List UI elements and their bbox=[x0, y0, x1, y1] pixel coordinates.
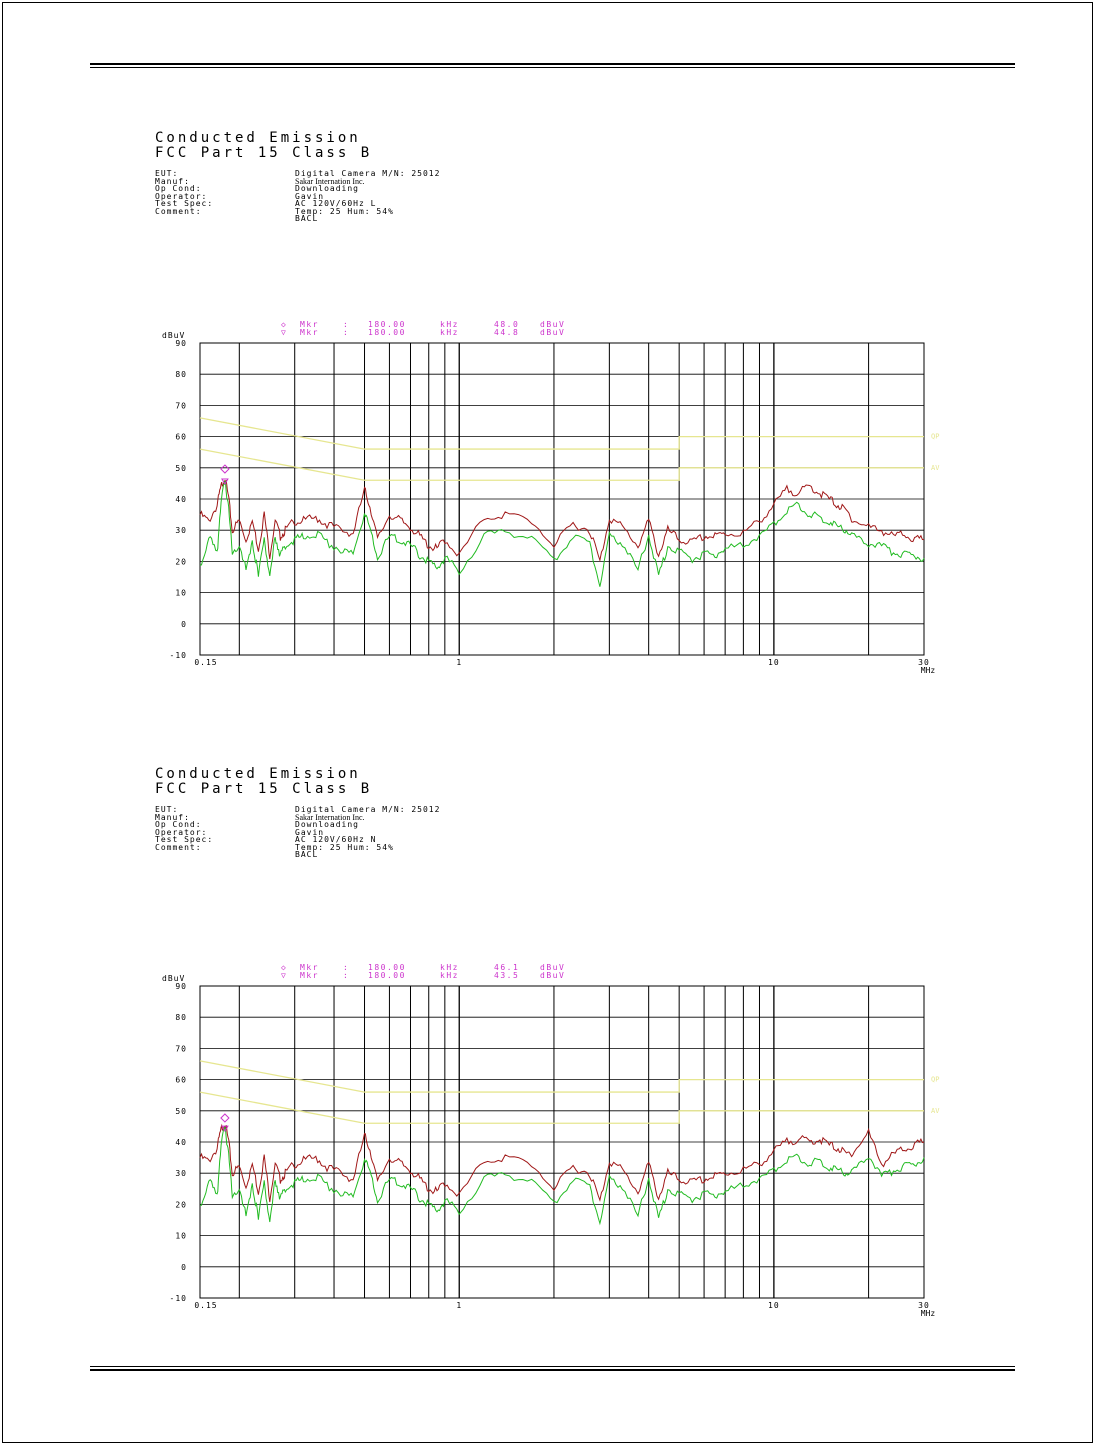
x-tick-label: 30 bbox=[918, 658, 930, 667]
y-axis-label: dBuV bbox=[162, 331, 186, 340]
marker-level: 44.8 bbox=[494, 328, 520, 337]
info-label: Operator: bbox=[155, 191, 208, 201]
info-label: Comment: bbox=[155, 842, 202, 852]
marker-triangle-symbol: ▽ bbox=[281, 971, 288, 980]
x-axis-unit: MHz bbox=[920, 666, 936, 675]
limit-tag: QP bbox=[931, 1075, 940, 1084]
limit-tag: AV bbox=[931, 463, 940, 472]
info-value: Digital Camera M/N: 25012 bbox=[295, 805, 441, 814]
limit-tag: AV bbox=[931, 1106, 940, 1115]
info-value: Temp: 25 Hum: 54% bbox=[295, 206, 394, 216]
report-title: Conducted Emission bbox=[155, 766, 361, 782]
limit-line-qp bbox=[200, 418, 924, 449]
info-value: Gavin bbox=[295, 191, 325, 201]
marker-freq-unit: kHz bbox=[440, 320, 459, 329]
y-tick-label: 40 bbox=[175, 495, 187, 504]
marker-diamond-icon bbox=[221, 1114, 229, 1122]
y-tick-label: 50 bbox=[175, 1106, 187, 1116]
y-tick-label: 50 bbox=[175, 463, 187, 473]
limit-tag: QP bbox=[931, 432, 940, 441]
y-tick-label: 70 bbox=[175, 401, 187, 411]
info-label: Manuf: bbox=[155, 176, 190, 186]
info-value: Sakar Internation Inc. bbox=[295, 812, 365, 822]
info-value-extra: BACL bbox=[295, 214, 319, 223]
y-tick-label: 60 bbox=[175, 432, 187, 442]
marker-level: 48.0 bbox=[494, 320, 520, 329]
marker-sep: : bbox=[343, 971, 350, 980]
emission-chart-line bbox=[0, 310, 1097, 680]
info-label: Test Spec: bbox=[155, 835, 214, 844]
y-tick-label: 40 bbox=[175, 1138, 187, 1147]
marker-sep: : bbox=[343, 963, 350, 972]
marker-sep: : bbox=[343, 320, 350, 329]
peak-trace bbox=[200, 1125, 924, 1202]
info-label: Test Spec: bbox=[155, 199, 214, 208]
info-value-extra: BACL bbox=[295, 850, 319, 859]
emission-chart-neutral bbox=[0, 953, 1097, 1323]
marker-level: 46.1 bbox=[494, 963, 520, 972]
info-table bbox=[155, 806, 440, 859]
marker-triangle-symbol: ▽ bbox=[281, 328, 288, 337]
marker-label: Mkr bbox=[300, 328, 319, 337]
info-label: Op Cond: bbox=[155, 184, 202, 193]
y-tick-label: 90 bbox=[175, 982, 187, 991]
report-title: Conducted Emission bbox=[155, 130, 361, 146]
info-value: Downloading bbox=[295, 820, 359, 829]
info-table bbox=[155, 170, 440, 223]
info-label: Comment: bbox=[155, 206, 202, 216]
marker-diamond-symbol: ◇ bbox=[281, 320, 288, 329]
info-value: AC 120V/60Hz N bbox=[295, 835, 377, 844]
info-label: EUT: bbox=[155, 805, 179, 814]
top-rule bbox=[90, 63, 1015, 65]
marker-label: Mkr bbox=[300, 971, 319, 980]
info-row-comment-extra bbox=[155, 215, 440, 223]
marker-freq-unit: kHz bbox=[440, 328, 459, 337]
marker-level-unit: dBuV bbox=[540, 328, 566, 337]
marker-level-unit: dBuV bbox=[540, 963, 566, 972]
marker-label: Mkr bbox=[300, 320, 319, 329]
bottom-rule bbox=[90, 1369, 1015, 1371]
info-value: Gavin bbox=[295, 827, 325, 837]
info-value: Downloading bbox=[295, 184, 359, 193]
y-tick-label: 20 bbox=[175, 1200, 187, 1210]
y-tick-label: 10 bbox=[175, 588, 187, 598]
average-trace bbox=[200, 481, 924, 587]
marker-level-unit: dBuV bbox=[540, 320, 566, 329]
x-tick-label: 0.15 bbox=[194, 1301, 218, 1310]
info-label: Operator: bbox=[155, 827, 208, 837]
info-value: Temp: 25 Hum: 54% bbox=[295, 842, 394, 852]
y-tick-label: 30 bbox=[175, 526, 187, 536]
y-tick-label: 20 bbox=[175, 557, 187, 567]
marker-freq-unit: kHz bbox=[440, 963, 459, 972]
y-tick-label: 0 bbox=[181, 619, 187, 629]
y-tick-label: 10 bbox=[175, 1231, 187, 1241]
limit-line-qp bbox=[200, 1061, 924, 1092]
y-tick-label: 80 bbox=[175, 370, 187, 380]
y-axis-label: dBuV bbox=[162, 974, 186, 983]
y-tick-label: 90 bbox=[175, 339, 187, 348]
y-tick-label: 30 bbox=[175, 1169, 187, 1179]
info-label: EUT: bbox=[155, 169, 179, 178]
info-row-comment-extra bbox=[155, 851, 440, 859]
report-subtitle: FCC Part 15 Class B bbox=[155, 145, 373, 161]
report-subtitle: FCC Part 15 Class B bbox=[155, 781, 373, 797]
x-tick-label: 1 bbox=[456, 1301, 463, 1310]
x-tick-label: 10 bbox=[768, 658, 780, 667]
y-tick-label: 80 bbox=[175, 1013, 187, 1023]
info-value: Sakar Internation Inc. bbox=[295, 176, 365, 186]
report-header-2 bbox=[155, 767, 440, 859]
limit-line-av bbox=[200, 449, 924, 480]
x-axis-unit: MHz bbox=[920, 1309, 936, 1318]
top-rule-thin bbox=[90, 67, 1015, 68]
bottom-rule-thin bbox=[90, 1366, 1015, 1367]
y-tick-label: 70 bbox=[175, 1044, 187, 1054]
y-tick-label: 0 bbox=[181, 1262, 187, 1272]
peak-trace bbox=[200, 480, 924, 560]
marker-label: Mkr bbox=[300, 963, 319, 972]
marker-sep: : bbox=[343, 328, 350, 337]
x-tick-label: 10 bbox=[768, 1301, 780, 1310]
marker-freq: 180.00 bbox=[368, 328, 406, 337]
y-tick-label: 60 bbox=[175, 1075, 187, 1085]
marker-freq: 180.00 bbox=[368, 320, 406, 329]
x-tick-label: 0.15 bbox=[194, 658, 218, 667]
marker-freq: 180.00 bbox=[368, 971, 406, 980]
marker-diamond-symbol: ◇ bbox=[281, 963, 288, 972]
marker-level-unit: dBuV bbox=[540, 971, 566, 980]
x-tick-label: 30 bbox=[918, 1301, 930, 1310]
info-label: Op Cond: bbox=[155, 820, 202, 829]
limit-line-av bbox=[200, 1092, 924, 1123]
x-tick-label: 1 bbox=[456, 658, 463, 667]
report-header-1 bbox=[155, 131, 440, 223]
info-value: Digital Camera M/N: 25012 bbox=[295, 169, 441, 178]
marker-level: 43.5 bbox=[494, 971, 520, 980]
marker-freq-unit: kHz bbox=[440, 971, 459, 980]
y-tick-label: -10 bbox=[169, 1294, 187, 1303]
marker-freq: 180.00 bbox=[368, 963, 406, 972]
marker-diamond-icon bbox=[221, 465, 229, 473]
info-label: Manuf: bbox=[155, 812, 190, 822]
info-value: AC 120V/60Hz L bbox=[295, 199, 377, 208]
y-tick-label: -10 bbox=[169, 651, 187, 660]
